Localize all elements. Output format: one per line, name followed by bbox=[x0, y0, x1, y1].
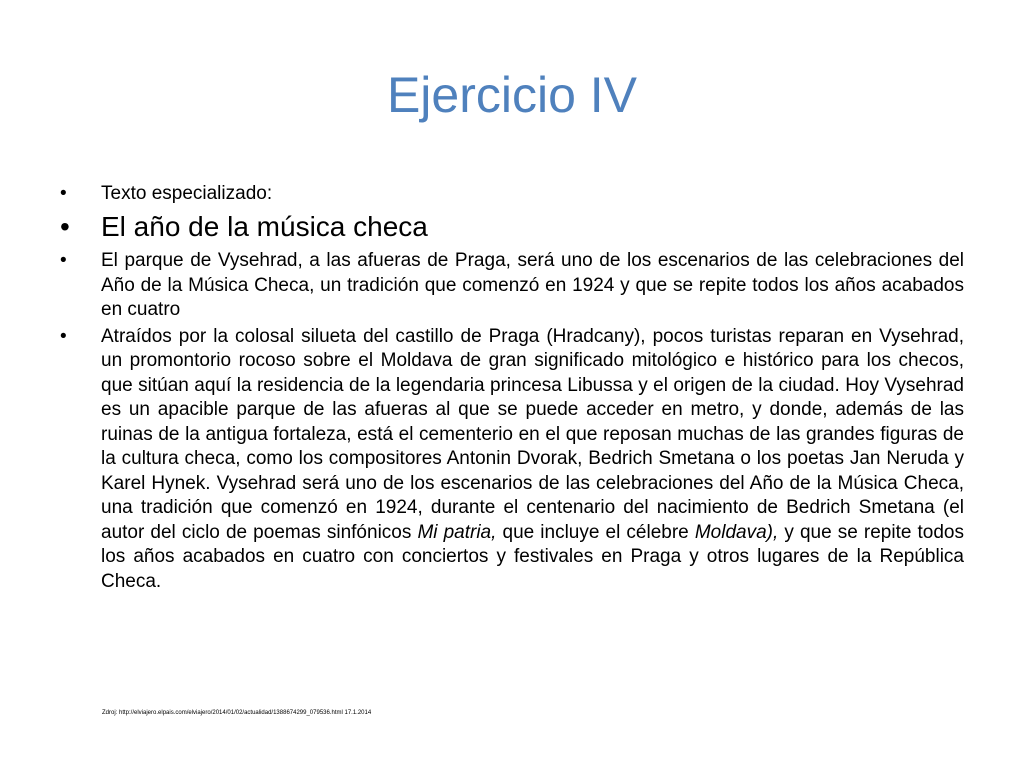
paragraph-text-part-2: que incluye el célebre bbox=[496, 521, 695, 543]
bullet-item-subtitle bbox=[60, 180, 964, 207]
bullet-item-paragraph-2 bbox=[60, 325, 964, 595]
bullet-text: Texto especializado: bbox=[101, 183, 273, 204]
work-title-moldava: Moldava), bbox=[694, 521, 779, 543]
bullet-item-paragraph-1 bbox=[60, 249, 964, 323]
work-title-mi-patria: Mi patria, bbox=[417, 521, 497, 543]
paragraph-text-part-1: Atraídos por la colosal silueta del castillo de Praga (Hradcany), pocos turistas reparan en Vysehrad, un promontorio rocoso sobre el Moldava de gran significado mitológico e histórico para los checos, que sitúan aquí la residencia de la legendaria princesa Libussa y el origen de la ciudad. Hoy Vysehrad es un apacible parque de las afueras al que se puede acceder en metro, y donde, además de las ruinas de la antigua fortaleza, está el cementerio en el que reposan muchas de las grandes figuras de la cultura checa, como los compositores Antonin Dvorak, Bedrich Smetana o los poetas Jan Neruda y Karel Hynek. Vysehrad será uno de los escenarios de las celebraciones del Año de la Música Checa, una tradición que comenzó en 1924, durante el centenario del nacimiento de Bedrich Smetana (el autor del ciclo de poemas sinfónicos bbox=[101, 325, 964, 543]
bullet-dot: • bbox=[60, 325, 67, 347]
slide-title: Ejercicio IV bbox=[386, 67, 638, 123]
bullet-list bbox=[60, 180, 964, 596]
bullet-item-heading bbox=[60, 209, 964, 245]
bullet-text: El parque de Vysehrad, a las afueras de Praga, será uno de los escenarios de las celebraciones del Año de la Música Checa, un tradición que comenzó en 1924 y que se repite todos los años acabados en cuatro bbox=[101, 250, 964, 320]
bullet-dot: • bbox=[60, 211, 70, 242]
paragraph-text-part-3: y que se repite todos los años acabados en cuatro con conciertos y festivales en Praga y otros lugares de la República Checa. bbox=[101, 521, 964, 592]
bullet-text: El año de la música checa bbox=[101, 211, 428, 242]
source-citation: Zdroj: http://elviajero.elpais.com/elviajero/2014/01/02/actualidad/1388674299_079536.html 17.1.2014 bbox=[102, 710, 372, 716]
bullet-dot: • bbox=[60, 183, 67, 204]
bullet-dot: • bbox=[60, 250, 67, 271]
